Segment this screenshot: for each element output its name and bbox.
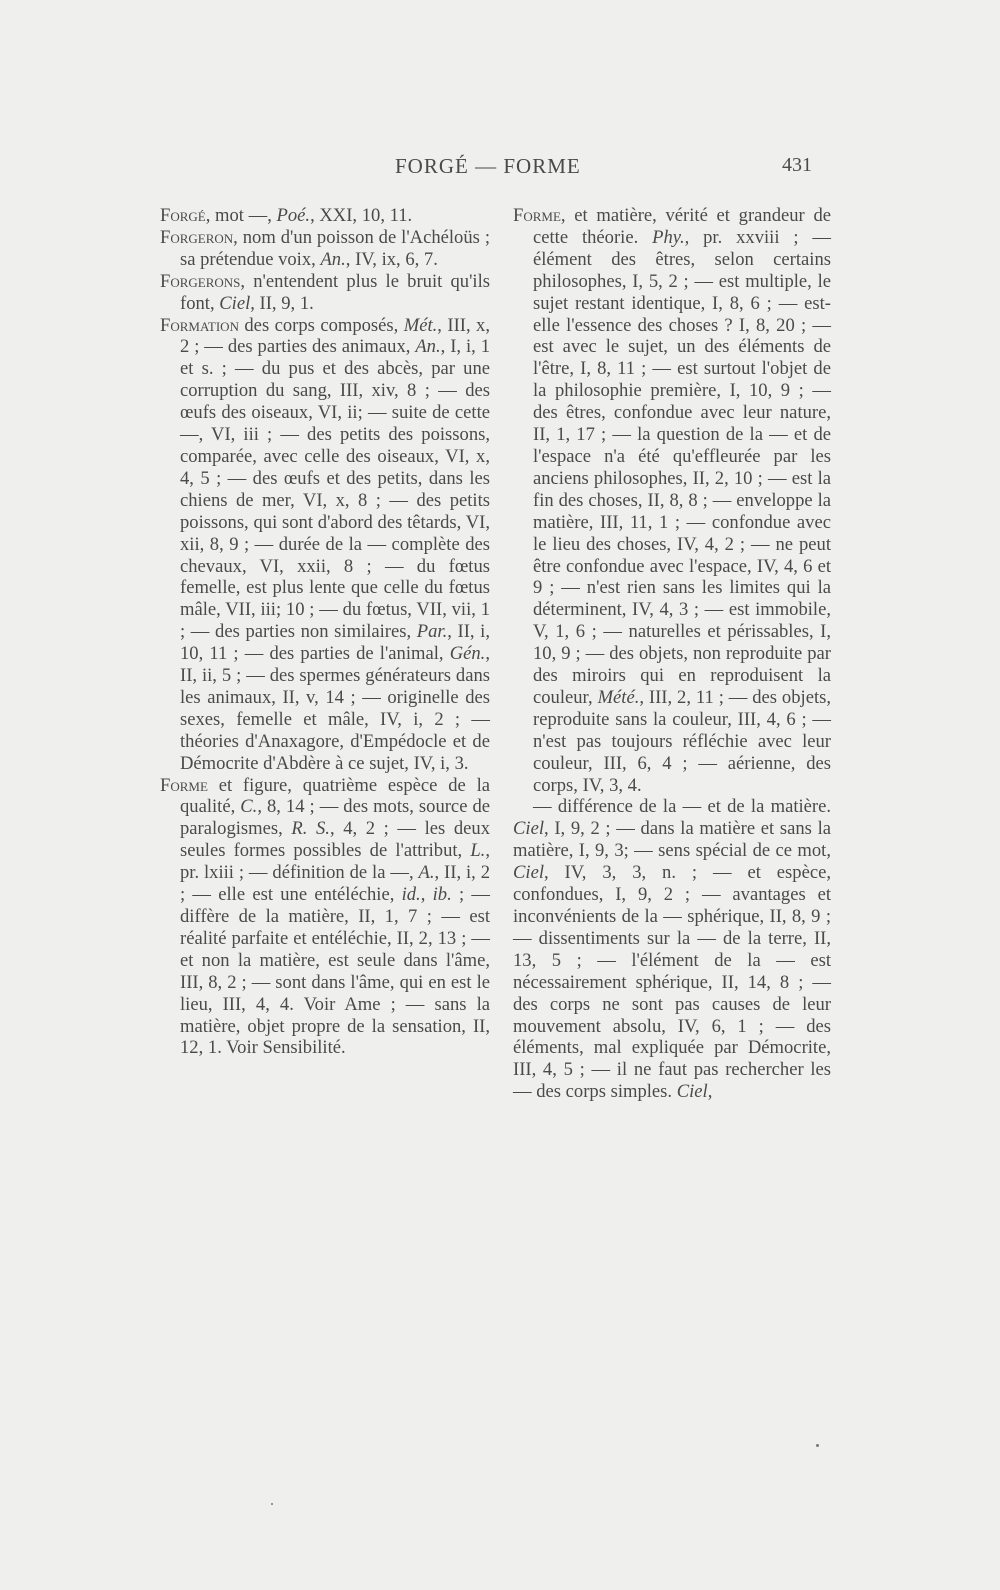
index-entry-forgeron [160,227,490,271]
left-column [160,205,490,1059]
entry-reference: Par. [416,621,448,643]
entry-reference: L. [470,840,486,862]
index-entry-forme-matiere [513,205,831,796]
entry-reference: Mété. [597,686,640,708]
entry-text: , XXI, 10, 11. [310,205,413,226]
entry-reference: ib. [432,884,452,906]
paper-speck [816,1444,819,1447]
entry-headword: Forme [160,774,208,796]
entry-headword: Formation [160,314,239,336]
index-entry-forme [160,775,490,1060]
entry-headword: Forme, [513,205,566,226]
entry-text: , I, i, 1 et s. ; — du pus et des abcès, par une corruption du sang, III, xiv, 8 ; — des œufs des oiseaux, VI, ii; — suite de cette —, VI, iii ; — des petits des poissons, comparée, avec celle des oiseaux, VI, x, 4, 5 ; — des œufs et des petits, dans les chiens de mer, VI, x, 8 ; — des petits poissons, qui sont d'abord des têtards, VI, xii, 8, 9 ; — durée de la — complète des chevaux, VI, xxii, 8 ; — du fœtus femelle, est plus lente que celle du fœtus mâle, VII, iii; 10 ; — du fœtus, VII, vii, 1 ; — des parties non similaires, [180,336,491,643]
entry-reference: R. S. [291,818,330,840]
entry-reference: Ciel [513,862,544,884]
entry-text: , IV, 3, 3, n. ; — et espèce, confondues, I, 9, 2 ; — avantages et inconvénients de la — sphérique, II, 8, 9 ; — dissentiments sur la — de la terre, II, 13, 5 ; — l'élément de la — est nécessairement sphérique, II, 14, 8 ; — des corps ne sont pas causes de leur mouvement absolu, IV, 6, 1 ; — des éléments, mal expliquée par Démocrite, III, 4, 5 ; — il ne faut pas rechercher les — des corps simples. [513,862,831,1103]
entry-reference: Gén. [449,643,486,665]
entry-text: , [707,1081,713,1103]
entry-reference: Ciel [219,292,251,314]
entry-reference: id. [401,884,421,906]
entry-text: , pr. xxviii ; — élément des êtres, selon certains philosophes, I, 5, 2 ; — est multiple, le sujet restant identique, I, 8, 6 ; — est-elle l'essence des choses ? I, 8, 20 ; — est avec le sujet, un des éléments de l'être, I, 8, 11 ; — est surtout l'objet de la philosophie première, I, 10, 9 ; — des êtres, confondue avec leur nature, II, 1, 17 ; — la question de la — et de l'espace n'a été qu'effleurée par les anciens philosophes, II, 2, 10 ; — est la fin des choses, II, 8, 8 ; — enveloppe la matière, III, 11, 1 ; — confondue avec le lieu des choses, IV, 4, 2 ; — ne peut être confondue avec l'espace, IV, 4, 6 et 9 ; — n'est rien sans les limites qui la déterminent, IV, 4, 3 ; — est immobile, V, 1, 6 ; — naturelles et périssables, I, 10, 9 ; — des objets, non reproduite par des miroirs qui en reproduisent la couleur, [533,226,831,708]
entry-text: , IV, ix, 6, 7. [345,248,438,270]
entry-text: , pr. lxiii ; — définition de la —, [180,840,490,884]
entry-text: , 4, 2 ; — les deux seules formes possibles de l'attribut, [180,818,491,862]
entry-text: , 8, 14 ; — des mots, source de paralogismes, [180,796,490,840]
paper-speck [271,1503,273,1505]
entry-headword: Forgeron, [160,226,238,248]
entry-reference: Poé. [276,205,311,226]
entry-reference: An. [415,336,441,358]
entry-text: n'entendent plus le bruit qu'ils font, [180,270,490,314]
index-entry-forgerons [160,271,490,315]
entry-text: , I, 9, 2 ; — dans la matière et sans la matière, I, 9, 3; — sens spécial de ce mot, [513,818,831,862]
entry-reference: Ciel [513,818,544,840]
right-column [513,205,831,1103]
running-head [0,154,1000,184]
index-entry-formation [160,315,490,775]
entry-reference: Ciel [676,1081,708,1103]
entry-text: , III, x, 2 ; — des parties des animaux, [180,314,490,358]
index-paragraph-ciel [513,796,831,1103]
entry-text: mot —, [210,205,277,226]
entry-headword: Forgerons, [160,270,246,292]
entry-reference: Mét. [403,314,438,336]
entry-text: , III, 2, 11 ; — des objets, reproduite sans la couleur, III, 4, 6 ; — n'est pas toujours réfléchie avec leur couleur, III, 6, 4 ; — aérienne, des corps, IV, 3, 4. [533,686,831,796]
entry-reference: C. [240,796,258,818]
page-number: 431 [782,154,812,176]
entry-reference: A. [418,862,435,884]
entry-text: et figure, quatrième espèce de la qualité, [180,774,490,818]
entry-text: , II, i, 2 ; — elle est une entéléchie, [180,862,490,906]
entry-text: des corps composés, [238,314,404,336]
entry-text: nom d'un poisson de l'Achéloüs ; sa prétendue voix, [180,226,490,270]
entry-text: , II, i, 10, 11 ; — des parties de l'animal, [180,621,490,665]
index-entry-forge [160,205,490,227]
entry-text: ; — diffère de la matière, II, 1, 7 ; — est réalité parfaite et entéléchie, II, 2, 13 ; — et non la matière, est seule dans l'âme, III, 8, 2 ; — sont dans l'âme, qui en est le lieu, III, 4, 4. Voir Ame ; — sans la matière, objet propre de la sensation, II, 12, 1. Voir Sensibilité. [180,884,491,1059]
entry-reference: Phy. [652,226,685,248]
entry-text: — différence de la — et de la matière. [533,796,831,818]
running-title: FORGÉ — FORME [395,154,581,178]
entry-text: , II, ii, 5 ; — des spermes générateurs dans les animaux, II, v, 14 ; — originelle des sexes, femelle et mâle, IV, i, 2 ; — théories d'Anaxagore, d'Empédocle et de Démocrite d'Abdère à ce sujet, IV, i, 3. [180,643,490,774]
entry-text: , II, 9, 1. [250,292,314,314]
entry-headword: Forgé, [160,205,211,226]
entry-reference: An. [320,248,346,270]
entry-text: , [420,884,433,906]
entry-text: et matière, vérité et grandeur de cette théorie. [533,205,831,248]
